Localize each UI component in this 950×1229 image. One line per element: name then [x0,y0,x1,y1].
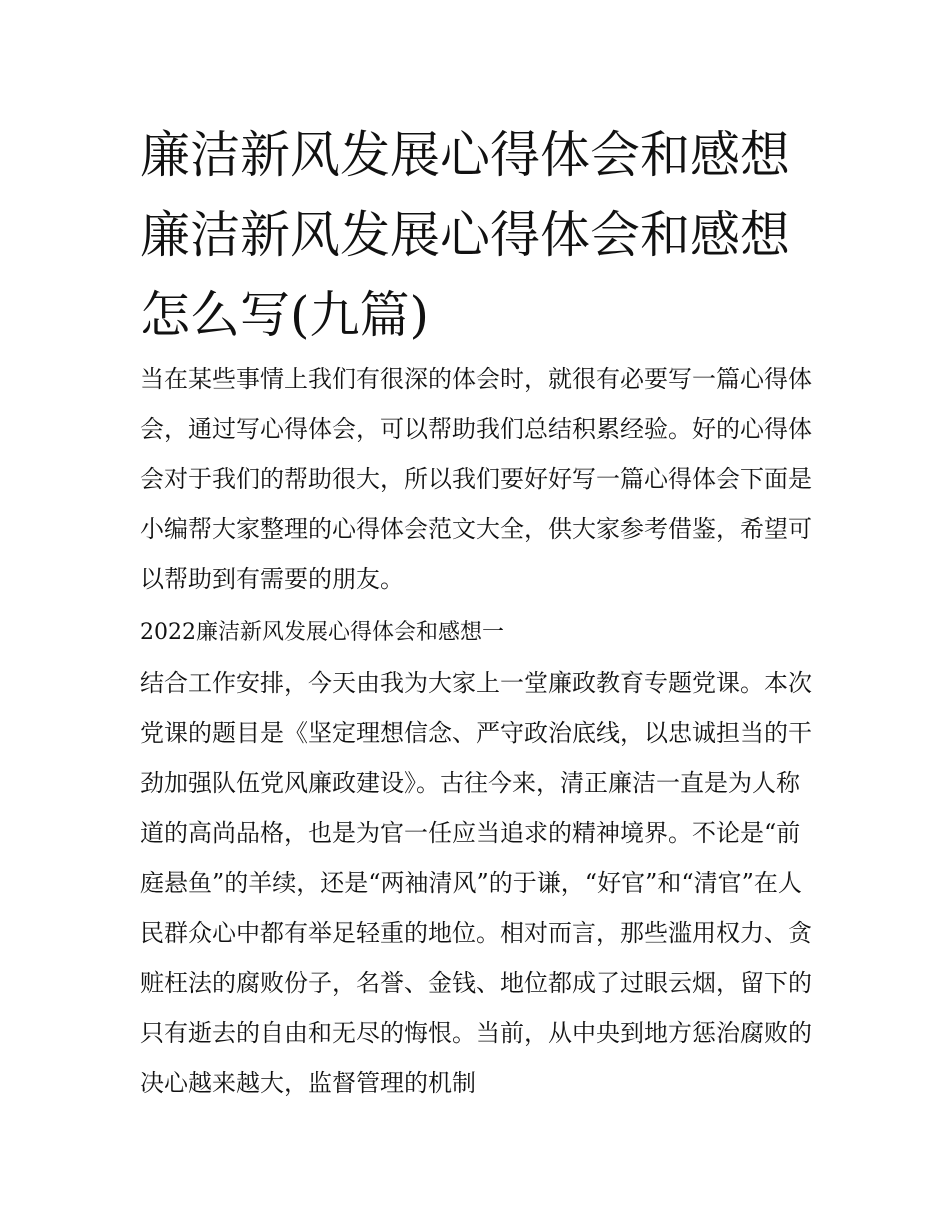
intro-paragraph: 当在某些事情上我们有很深的体会时，就很有必要写一篇心得体会，通过写心得体会，可以帮助我们总结积累经验。好的心得体会对于我们的帮助很大，所以我们要好好写一篇心得体会下面是小编帮大家整理的心得体会范文大全，供大家参考借鉴，希望可以帮助到有需要的朋友。 [140,365,812,593]
section-heading: 2022廉洁新风发展心得体会和感想一 [140,620,504,645]
document-title: 廉洁新风发展心得体会和感想廉洁新风发展心得体会和感想怎么写(九篇) [140,126,790,344]
body-paragraph: 结合工作安排，今天由我为大家上一堂廉政教育专题党课。本次党课的题目是《坚定理想信念、严守政治底线，以忠诚担当的干劲加强队伍党风廉政建设》。古往今来，清正廉洁一直是为人称道的高尚品格，也是为官一任应当追求的精神境界。不论是“前庭悬鱼”的羊续，还是“两袖清风”的于谦，“好官”和“清官”在人民群众心中都有举足轻重的地位。相对而言，那些滥用权力、贪赃枉法的腐败份子，名誉、金钱、地位都成了过眼云烟，留下的只有逝去的自由和无尽的悔恨。当前，从中央到地方惩治腐败的决心越来越大，监督管理的机制 [140,669,812,1097]
